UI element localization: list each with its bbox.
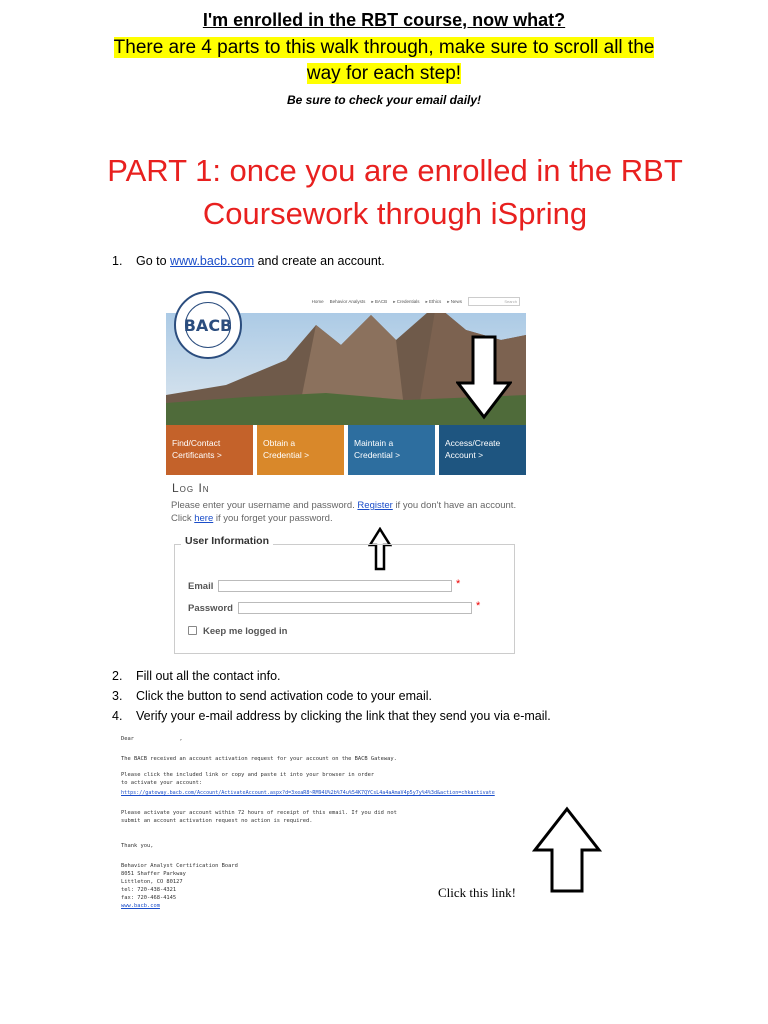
- highlight-line-1: There are 4 parts to this walk through, make sure to scroll all the: [113, 37, 655, 58]
- email-signature-line: fax: 720-468-4145: [121, 895, 177, 901]
- up-arrow-annotation: [532, 806, 602, 894]
- down-arrow-annotation: [456, 335, 512, 420]
- keep-logged-in-label: Keep me logged in: [203, 626, 288, 637]
- nav-bacb[interactable]: ▸ BACB: [371, 298, 388, 304]
- step-number: 3.: [112, 689, 123, 703]
- step-number: 1.: [112, 254, 123, 268]
- email-thanks: Thank you,: [121, 843, 154, 849]
- bacb-logo: [174, 291, 242, 359]
- nav-home[interactable]: Home: [311, 299, 324, 304]
- tile-row: [166, 425, 526, 475]
- step-text: Go to: [136, 254, 171, 268]
- user-info-legend: User Information: [181, 535, 273, 547]
- part1-heading-line2: Coursework through iSpring: [202, 196, 588, 231]
- required-mark: *: [456, 578, 461, 590]
- page-title: I'm enrolled in the RBT course, now what?: [202, 10, 566, 30]
- email-field[interactable]: [218, 580, 452, 592]
- tile-access-create-account[interactable]: Access/Create Account >: [439, 425, 526, 475]
- nav-ethics[interactable]: ▸ Ethics: [425, 298, 442, 304]
- email-paragraph-1: The BACB received an account activation request for your account on the BACB Gateway.: [121, 756, 397, 762]
- step-2: [112, 669, 281, 683]
- reminder-text: Be sure to check your email daily!: [286, 93, 482, 107]
- email-greeting: Dear ,: [121, 736, 183, 742]
- email-paragraph-3a: Please activate your account within 72 hours of receipt of this email. If you did not: [121, 810, 397, 816]
- bacb-website-screenshot: [166, 285, 526, 475]
- email-paragraph-3b: submit an account activation request no action is required.: [121, 818, 313, 824]
- login-title: Log In: [172, 481, 210, 495]
- nav-credentials[interactable]: ▸ Credentials: [393, 298, 420, 304]
- tile-find-contact[interactable]: Find/Contact Certificants >: [166, 425, 253, 475]
- forgot-password-link[interactable]: here: [194, 513, 214, 524]
- step-text: Click the button to send activation code to your email.: [136, 689, 432, 703]
- password-label: Password: [188, 603, 233, 614]
- step-4: [112, 709, 551, 723]
- highlight-line-2: way for each step!: [306, 63, 462, 84]
- step-text: Verify your e-mail address by clicking the link that they send you via e-mail.: [136, 709, 551, 723]
- site-nav: [312, 297, 520, 306]
- login-instructions: Please enter your username and password. Register if you don't have an account. Click here if you forget your password.: [171, 500, 517, 524]
- password-field[interactable]: [238, 602, 472, 614]
- step-number: 2.: [112, 669, 123, 683]
- email-signature-line: 8051 Shaffer Parkway: [121, 871, 186, 877]
- email-signature-line: tel: 720-438-4321: [121, 887, 177, 893]
- tile-maintain-credential[interactable]: Maintain a Credential >: [348, 425, 435, 475]
- user-info-fieldset: [174, 544, 515, 654]
- step-3: [112, 689, 432, 703]
- activation-link[interactable]: https://gateway.bacb.com/Account/ActivateAccount.aspx?d=3xeaR8~RM94U%2b%74u%54K7QYCsL4a4aAmaV4p5y7y%4%3d&action=chkactivate: [121, 790, 495, 796]
- click-this-link-note: Click this link!: [438, 885, 516, 900]
- email-bacb-link[interactable]: www.bacb.com: [121, 903, 160, 909]
- required-mark: *: [476, 600, 481, 612]
- register-link[interactable]: Register: [357, 500, 393, 511]
- bacb-link[interactable]: www.bacb.com: [170, 254, 255, 268]
- logo-text: BACB: [183, 316, 233, 335]
- part1-heading-line1: PART 1: once you are enrolled in the RBT: [107, 153, 683, 188]
- nav-news[interactable]: ▸ News: [447, 298, 462, 304]
- email-signature-line: Behavior Analyst Certification Board: [121, 863, 238, 869]
- email-paragraph-2a: Please click the included link or copy and paste it into your browser in order: [121, 772, 375, 778]
- email-paragraph-2b: to activate your account:: [121, 780, 203, 786]
- email-label: Email: [188, 581, 214, 592]
- nav-behavior-analysts[interactable]: Behavior Analysts: [329, 299, 366, 304]
- step-text: and create an account.: [254, 254, 385, 268]
- step-number: 4.: [112, 709, 123, 723]
- keep-logged-in-checkbox[interactable]: [188, 626, 197, 635]
- site-search-input[interactable]: Search: [468, 297, 520, 306]
- step-text: Fill out all the contact info.: [136, 669, 281, 683]
- step-1: [112, 254, 385, 268]
- email-signature-line: Littleton, CO 80127: [121, 879, 183, 885]
- tile-obtain-credential[interactable]: Obtain a Credential >: [257, 425, 344, 475]
